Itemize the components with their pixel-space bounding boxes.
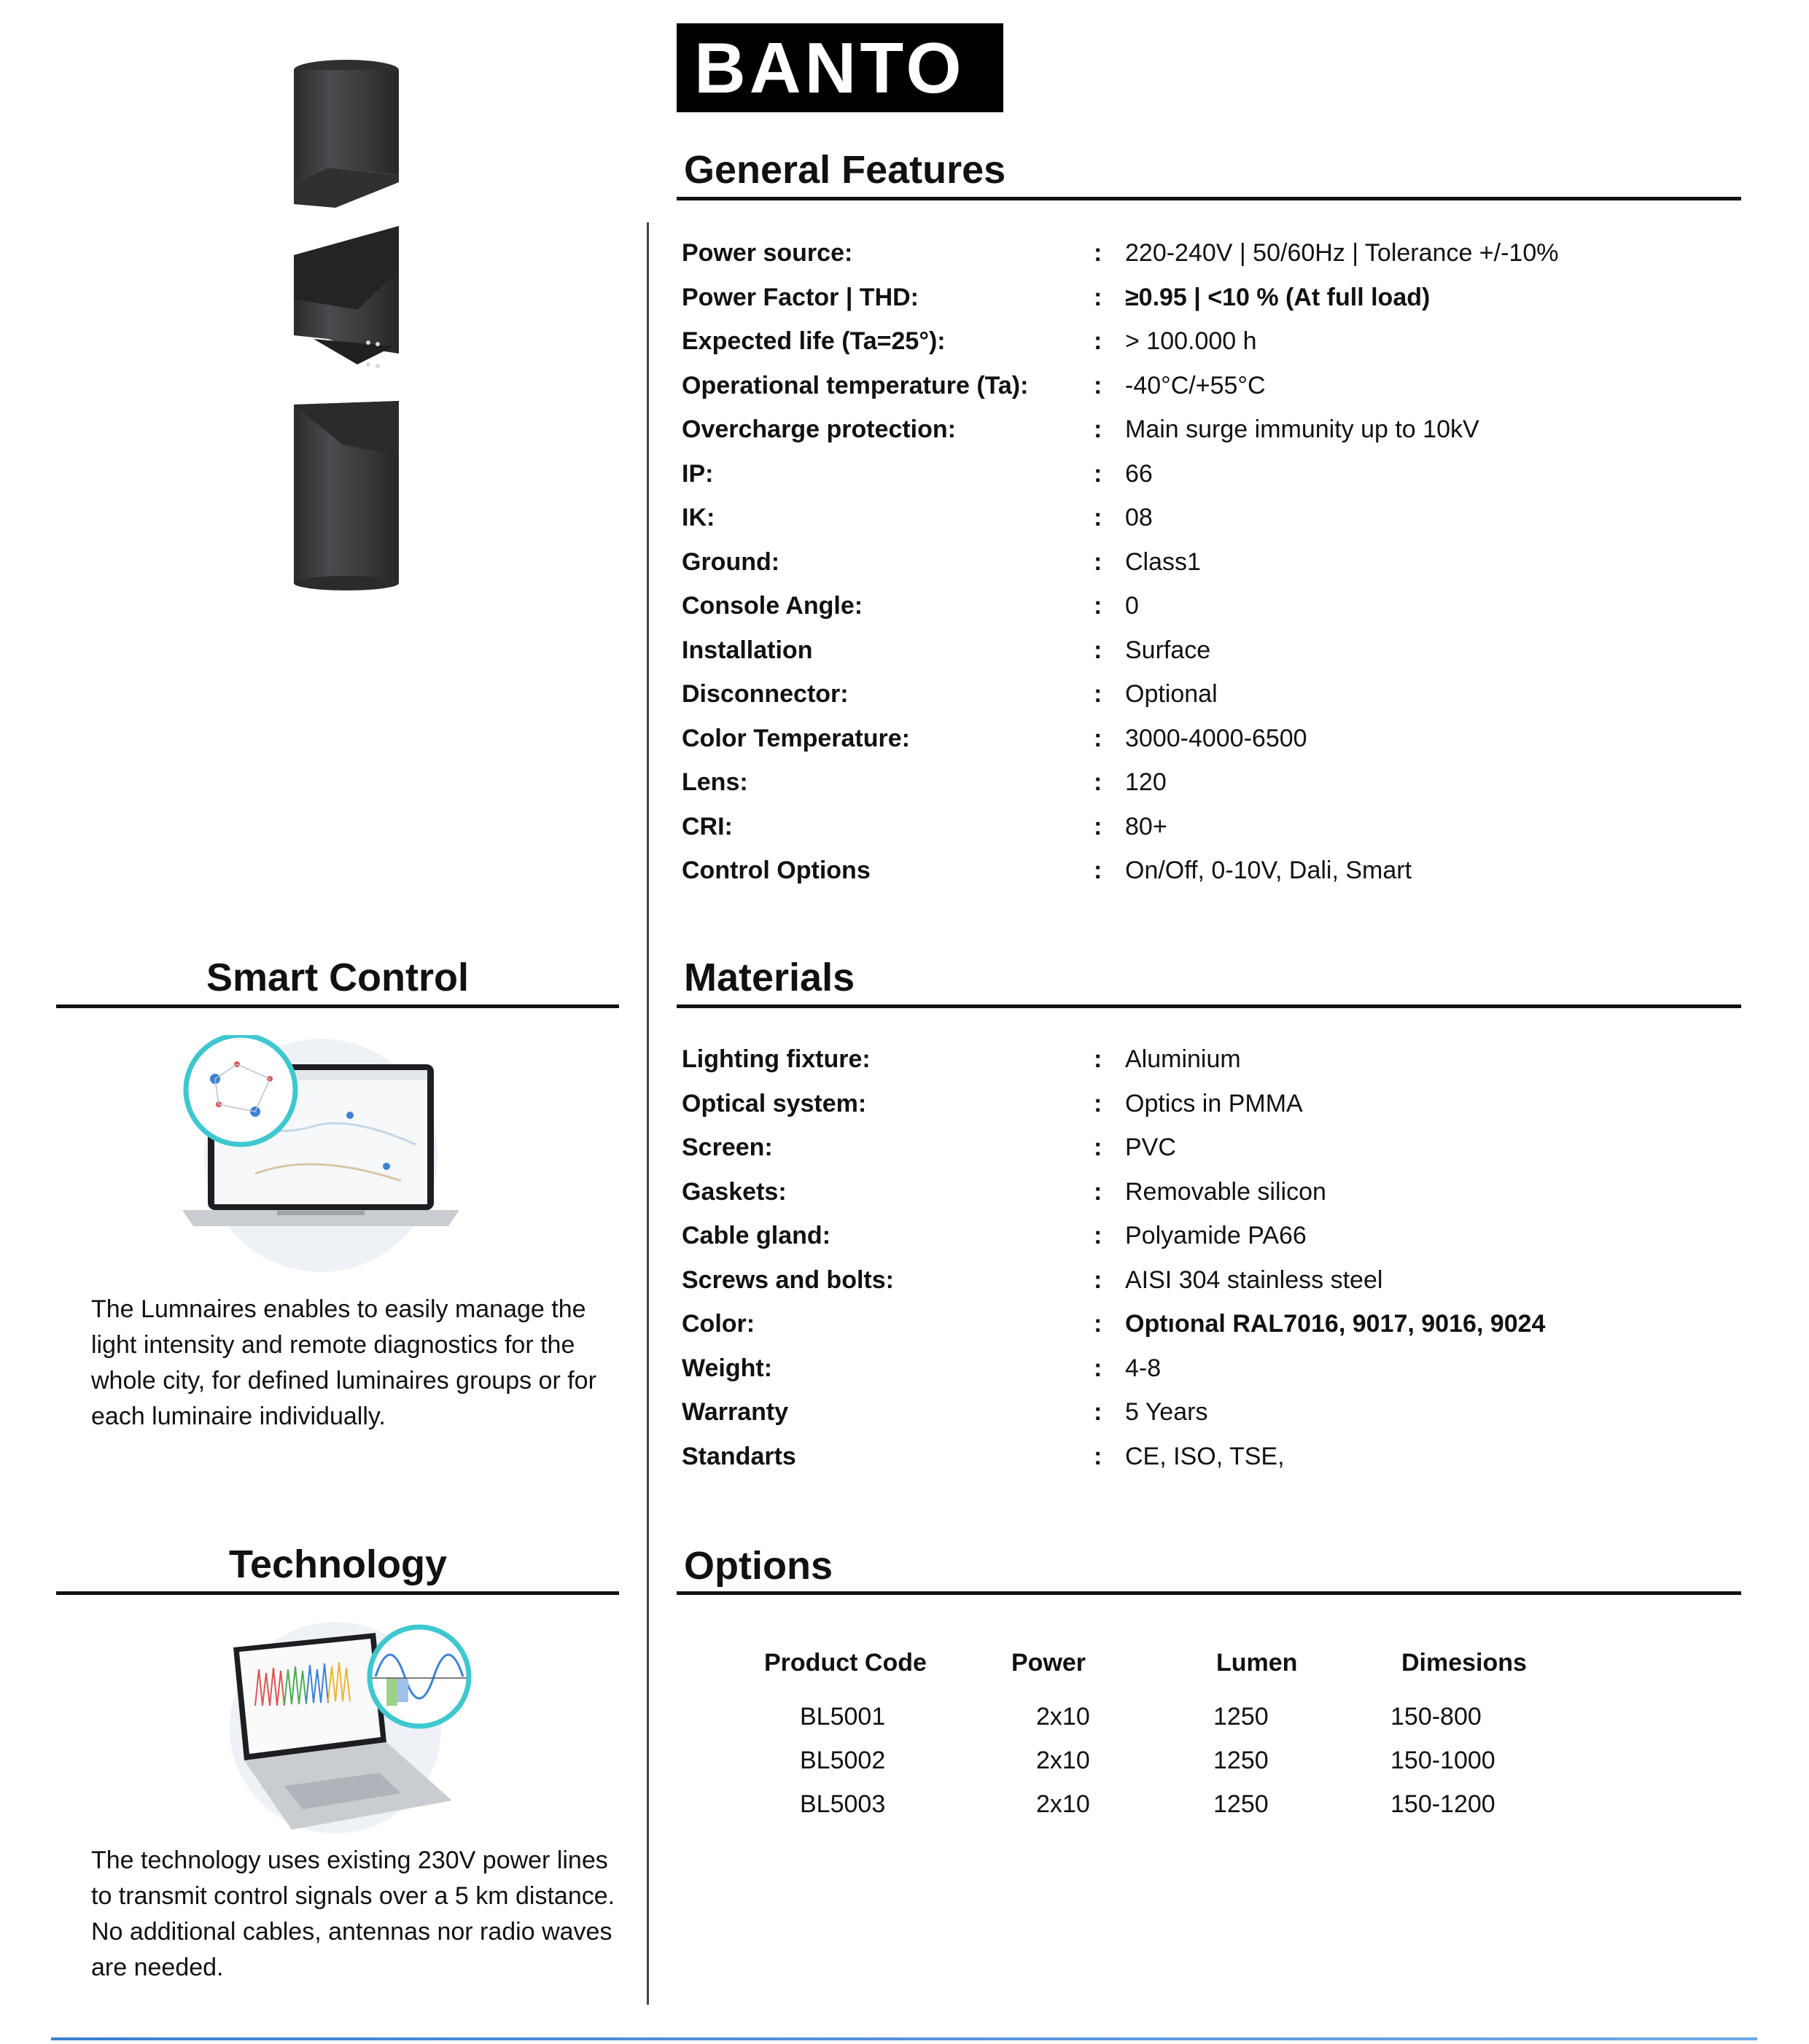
spec-label: Screen: [682,1134,773,1161]
spec-label: Operational temperature (Ta): [682,371,1029,399]
footer-accent-line [51,2037,1757,2040]
spec-value: PVC [1125,1134,1176,1161]
spec-value: 80+ [1125,812,1167,840]
spec-value: Removable silicon [1125,1177,1326,1206]
spec-label: Lens: [682,768,748,796]
spec-row [682,453,1739,496]
general-features-rule [677,197,1741,200]
options-header-lumen: Lumen [1216,1649,1298,1677]
spec-value: 220-240V | 50/60Hz | Tolerance +/-10% [1125,239,1559,267]
spec-row [682,1435,1739,1479]
technology-rule [56,1591,619,1595]
spec-row [682,276,1739,320]
spec-value: Polyamide PA66 [1125,1222,1307,1249]
spec-row [682,1038,1739,1082]
table-cell: 1250 [1213,1747,1269,1774]
spec-value: Class1 [1125,547,1201,576]
spec-value: Optics in PMMA [1125,1089,1303,1117]
spec-colon: : [1094,283,1102,311]
spec-row [682,1126,1739,1170]
spec-value: Optional [1125,680,1218,708]
spec-row [682,364,1739,408]
spec-label: CRI: [682,812,733,840]
table-cell: 150-800 [1390,1703,1482,1731]
spec-value: Optıonal RAL7016, 9017, 9016, 9024 [1125,1310,1546,1338]
smart-control-title: Smart Control [206,956,470,999]
spec-row [682,320,1739,364]
column-divider [647,222,649,2005]
table-cell: 150-1000 [1390,1747,1495,1774]
spec-row [682,1214,1739,1258]
spec-colon: : [1094,1398,1102,1426]
options-header-power: Power [1011,1649,1086,1677]
spec-colon: : [1094,547,1102,576]
spec-value: 0 [1125,592,1139,620]
table-cell: 1250 [1213,1790,1269,1818]
spec-colon: : [1094,636,1102,664]
spec-value: 66 [1125,459,1153,488]
spec-row [682,408,1739,452]
spec-value: 120 [1125,768,1167,796]
spec-value: 4-8 [1125,1354,1162,1382]
spec-label: Weight: [682,1354,773,1382]
spec-row [682,849,1739,893]
spec-colon: : [1094,812,1102,840]
spec-value: AISI 304 stainless steel [1125,1265,1383,1294]
spec-colon: : [1094,1265,1102,1294]
materials-rule [677,1005,1741,1008]
spec-label: IP: [682,459,714,488]
spec-label: Ground: [682,547,780,576]
technology-laptop-image [211,1618,489,1837]
spec-colon: : [1094,724,1102,752]
spec-row [682,1347,1739,1391]
spec-value: ≥0.95 | <10 % (At full load) [1125,283,1431,311]
materials-title: Materials [684,956,855,999]
technology-title: Technology [229,1542,448,1586]
spec-colon: : [1094,1222,1102,1249]
spec-colon: : [1094,239,1102,267]
spec-value: 5 Years [1125,1398,1208,1426]
spec-row [682,541,1739,585]
spec-colon: : [1094,680,1102,708]
brand-name: BANTO [694,28,965,108]
spec-colon: : [1094,1045,1102,1073]
spec-label: Optical system: [682,1089,867,1117]
spec-colon: : [1094,1134,1102,1161]
spec-label: Gaskets: [682,1177,787,1206]
spec-label: Standarts [682,1442,796,1470]
spec-row [682,496,1739,540]
spec-row [682,1083,1739,1126]
spec-row [682,761,1739,805]
spec-label: Power source: [682,239,853,267]
spec-label: Warranty [682,1398,789,1426]
spec-colon: : [1094,1177,1102,1206]
spec-label: Installation [682,636,813,664]
product-image [284,58,408,671]
spec-row [682,673,1739,717]
table-cell: BL5002 [800,1747,886,1774]
smart-control-description: The Lumnaires enables to easily manage the light intensity and remote diagnostics for the whole city, for defined luminaires groups or for each luminaire individually. [91,1295,596,1430]
spec-colon: : [1094,371,1102,399]
spec-label: Cable gland: [682,1222,831,1249]
spec-row [682,1303,1739,1346]
spec-row [682,1391,1739,1435]
spec-label: Lighting fixture: [682,1045,871,1073]
spec-colon: : [1094,504,1102,531]
table-cell: 2x10 [1036,1747,1090,1774]
smart-control-laptop-image [168,1035,474,1276]
spec-label: Console Angle: [682,592,863,620]
table-cell: 1250 [1213,1703,1269,1731]
spec-colon: : [1094,1089,1102,1117]
spec-label: IK: [682,504,715,531]
general-features-title: General Features [684,148,1006,192]
options-header-dimensions: Dimesions [1401,1649,1527,1677]
technology-description: The technology uses existing 230V power lines to transmit control signals over a 5 km distance. No additional cables, antennas nor radio waves are needed. [91,1846,615,1981]
spec-label: Power Factor | THD: [682,283,919,311]
spec-row [682,232,1739,276]
spec-row [682,1171,1739,1214]
brand-logo [677,23,1003,112]
spec-colon: : [1094,592,1102,620]
spec-value: > 100.000 h [1125,327,1257,355]
spec-row [682,805,1739,849]
spec-value: On/Off, 0-10V, Dali, Smart [1125,857,1412,884]
spec-colon: : [1094,327,1102,355]
spec-value: CE, ISO, TSE, [1125,1442,1285,1470]
spec-row [682,1259,1739,1303]
spec-colon: : [1094,857,1102,884]
table-cell: BL5001 [800,1703,886,1731]
table-cell: BL5003 [800,1790,886,1818]
spec-row [682,629,1739,673]
spec-value: Aluminium [1125,1045,1241,1073]
table-cell: 2x10 [1036,1703,1090,1731]
spec-colon: : [1094,416,1102,443]
spec-label: Overcharge protection: [682,416,956,443]
spec-value: -40°C/+55°C [1125,371,1266,399]
spec-value: Surface [1125,636,1211,664]
spec-colon: : [1094,1354,1102,1382]
spec-row [682,585,1739,628]
spec-value: 08 [1125,504,1153,531]
options-rule [677,1591,1741,1595]
spec-colon: : [1094,459,1102,488]
options-title: Options [684,1544,833,1588]
smart-control-rule [56,1005,619,1008]
spec-label: Color Temperature: [682,724,910,752]
spec-label: Control Options [682,857,871,884]
table-cell: 150-1200 [1390,1790,1495,1818]
spec-label: Color: [682,1310,755,1338]
table-cell: 2x10 [1036,1790,1090,1818]
spec-colon: : [1094,768,1102,796]
spec-colon: : [1094,1442,1102,1470]
spec-row [682,717,1739,761]
spec-value: 3000-4000-6500 [1125,724,1307,752]
spec-label: Expected life (Ta=25°): [682,327,946,355]
spec-label: Disconnector: [682,680,849,708]
options-header-product-code: Product Code [764,1649,927,1677]
spec-value: Main surge immunity up to 10kV [1125,416,1479,443]
spec-label: Screws and bolts: [682,1265,894,1294]
spec-colon: : [1094,1310,1102,1338]
